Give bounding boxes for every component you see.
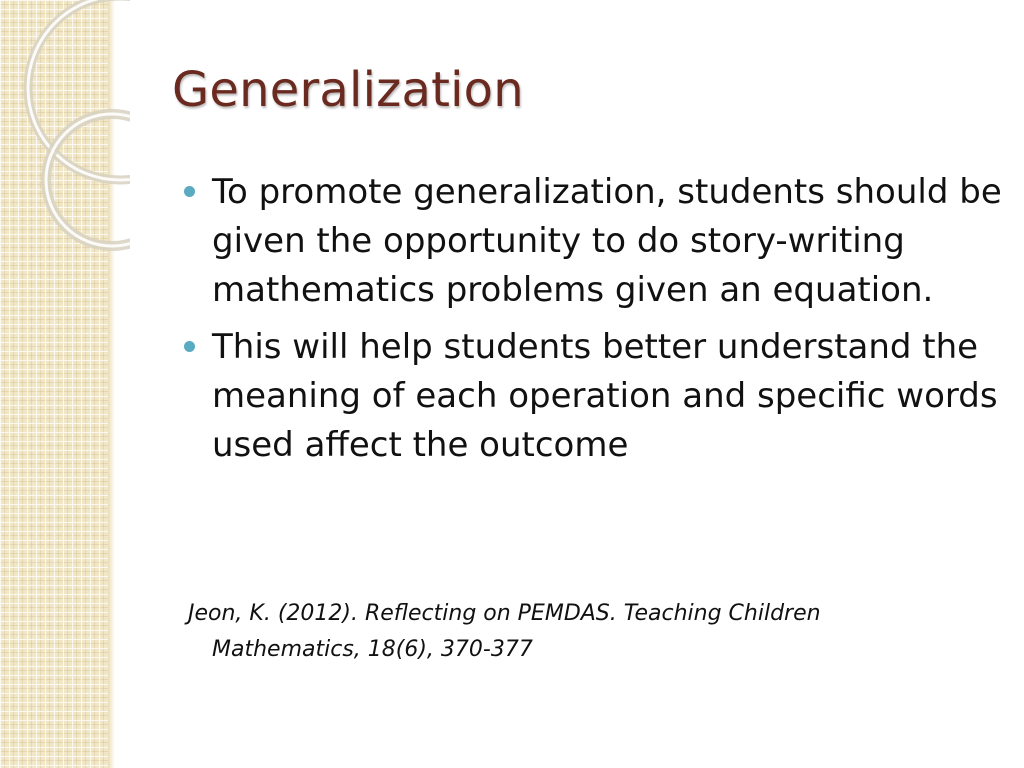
bullet-list (184, 168, 1004, 478)
bullet-item (184, 168, 1004, 315)
bullet-dot-icon (184, 341, 195, 352)
bullet-item (184, 323, 1004, 470)
citation: Jeon, K. (2012). Reflecting on PEMDAS. Teaching Children Mathematics, 18(6), 370-377 (188, 601, 821, 662)
bullet-dot-icon (184, 186, 195, 197)
bullet-text: This will help students better understand the meaning of each operation and specific words used affect the outcome (212, 327, 998, 465)
decorative-rings (0, 0, 130, 260)
slide-title: Generalization (172, 62, 524, 118)
bullet-text: To promote generalization, students should be given the opportunity to do story-writing mathematics problems given an equation. (212, 172, 1002, 310)
